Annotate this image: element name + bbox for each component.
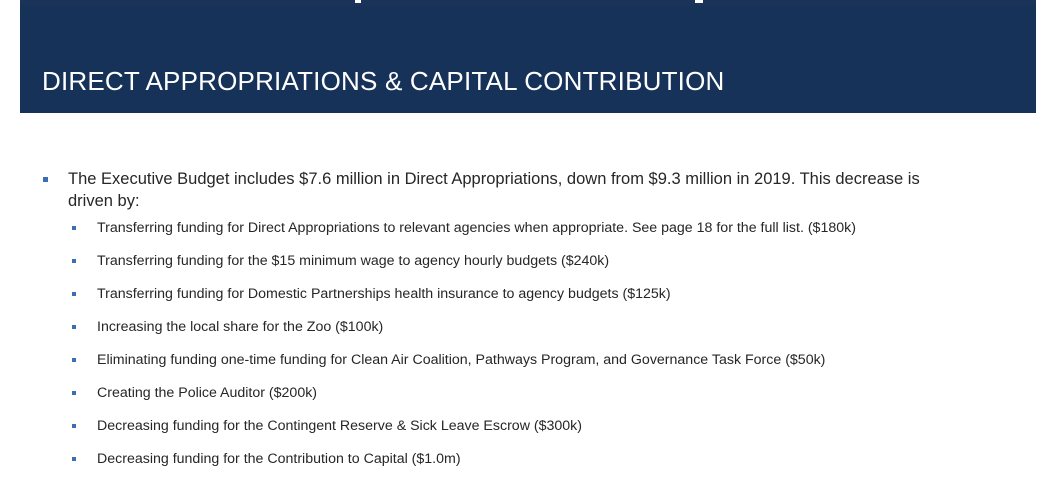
strip-gap: [695, 0, 703, 3]
sub-bullet: [97, 414, 1051, 447]
square-bullet-icon: [72, 226, 76, 230]
sub-bullet-list: [0, 216, 1051, 480]
square-bullet-icon: [72, 259, 76, 263]
main-bullet-text: The Executive Budget includes $7.6 million in Direct Appropriations, down from $9.3 million in 2019. This decrease is driven by:: [68, 170, 920, 210]
sub-bullet: [97, 447, 1051, 480]
slide-body: [0, 168, 1051, 480]
sub-bullet: [97, 216, 1051, 249]
sub-bullet-text: Eliminating funding one-time funding for Clean Air Coalition, Pathways Program, and Governance Task Force ($50k): [97, 352, 826, 368]
square-bullet-icon: [72, 424, 76, 428]
square-bullet-icon: [72, 358, 76, 362]
square-bullet-icon: [72, 292, 76, 296]
sub-bullet-text: Increasing the local share for the Zoo ($100k): [97, 319, 384, 335]
sub-bullet-text: Decreasing funding for the Contingent Reserve & Sick Leave Escrow ($300k): [97, 418, 582, 434]
sub-bullet-text: Creating the Police Auditor ($200k): [97, 385, 318, 401]
sub-bullet: [97, 348, 1051, 381]
sub-bullet: [97, 282, 1051, 315]
sub-bullet-text: Transferring funding for Direct Appropriations to relevant agencies when appropriate. See page 18 for the full list. ($180k): [97, 220, 856, 236]
slide-title: DIRECT APPROPRIATIONS & CAPITAL CONTRIBUTION: [42, 66, 725, 96]
sub-bullet: [97, 381, 1051, 414]
sub-bullet-text: Transferring funding for Domestic Partnerships health insurance to agency budgets ($125k): [97, 286, 671, 302]
title-band: [20, 6, 1036, 113]
sub-bullet-text: Decreasing funding for the Contribution to Capital ($1.0m): [97, 451, 461, 467]
sub-bullet-text: Transferring funding for the $15 minimum wage to agency hourly budgets ($240k): [97, 253, 610, 269]
square-bullet-icon: [43, 177, 48, 182]
square-bullet-icon: [72, 457, 76, 461]
sub-bullet: [97, 315, 1051, 348]
strip-gap: [355, 0, 361, 3]
main-bullet: [68, 168, 968, 212]
square-bullet-icon: [72, 325, 76, 329]
sub-bullet: [97, 249, 1051, 282]
square-bullet-icon: [72, 391, 76, 395]
